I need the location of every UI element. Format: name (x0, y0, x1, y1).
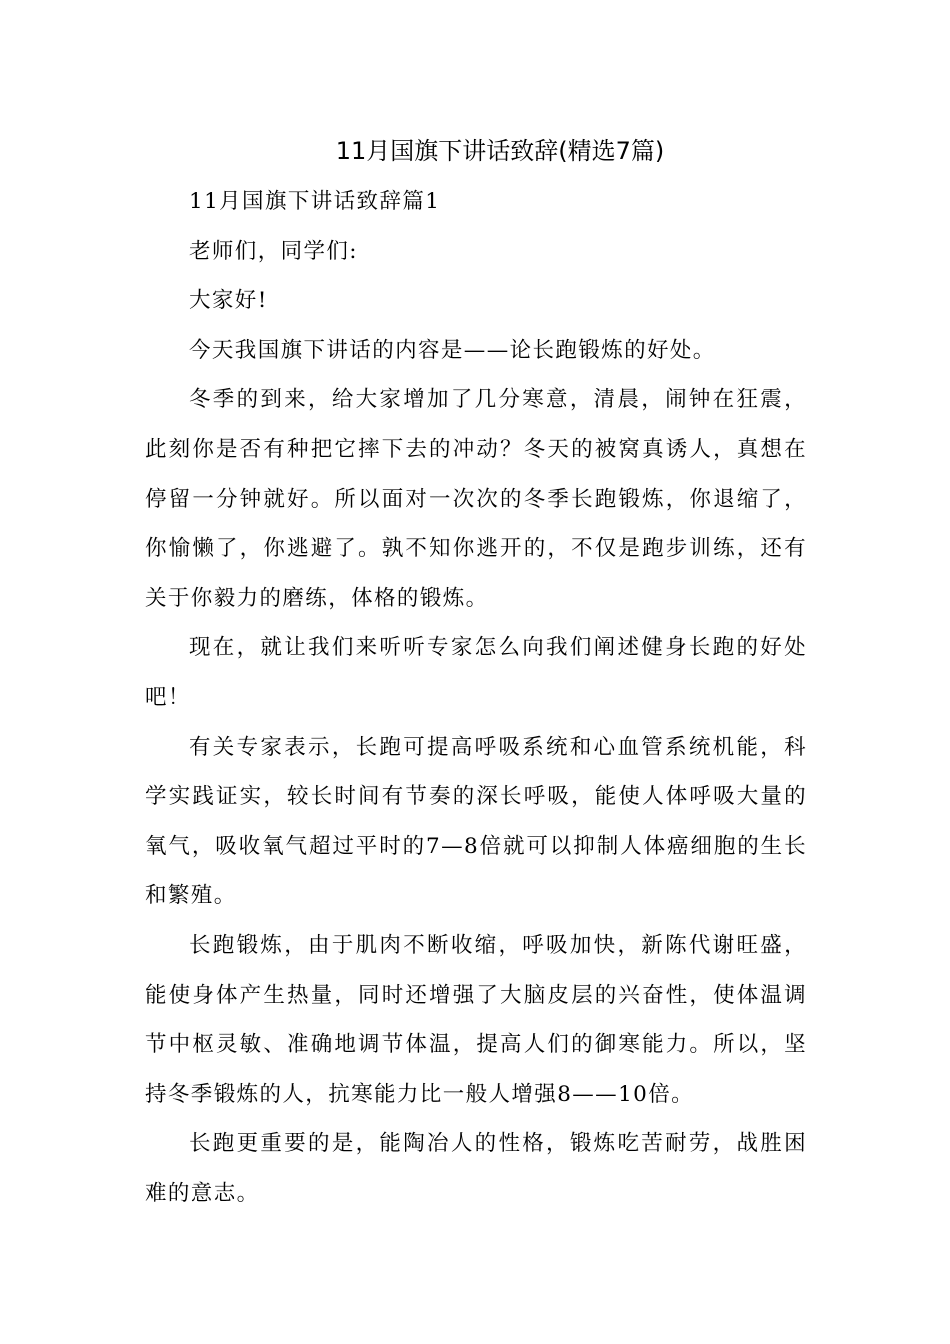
greeting: 大家好! (189, 288, 268, 314)
paragraph-cold-resistance: 长跑锻炼，由于肌肉不断收缩，呼吸加快，新陈代谢旺盛，能使身体产生热量，同时还增强了大脑皮层的兴奋性，使体温调节中枢灵敏、准确地调节体温，提高人们的御寒能力。所以，坚持冬季锻炼的人，抗寒能力比一般人增强8——10倍。 (145, 932, 807, 1107)
document-body (145, 177, 807, 1218)
paragraph-topic: 今天我国旗下讲话的内容是——论长跑锻炼的好处。 (189, 337, 716, 363)
paragraph-experts-intro: 现在，就让我们来听听专家怎么向我们阐述健身长跑的好处吧！ (145, 635, 807, 710)
paragraph-respiration: 有关专家表示，长跑可提高呼吸系统和心血管系统机能，科学实践证实，较长时间有节奏的深长呼吸，能使人体呼吸大量的氧气，吸收氧气超过平时的7—8倍就可以抑制人体癌细胞的生长和繁殖。 (145, 734, 807, 909)
section-heading: 11月国旗下讲话致辞篇1 (189, 189, 441, 214)
paragraph-character: 长跑更重要的是，能陶冶人的性格，锻炼吃苦耐劳，战胜困难的意志。 (145, 1131, 807, 1206)
paragraph-winter: 冬季的到来，给大家增加了几分寒意，清晨，闹钟在狂震，此刻你是否有种把它摔下去的冲动？冬天的被窝真诱人，真想在停留一分钟就好。所以面对一次次的冬季长跑锻炼，你退缩了，你愉懒了，你逃避了。孰不知你逃开的，不仅是跑步训练，还有关于你毅力的磨练，体格的锻炼。 (145, 387, 807, 611)
document-title: 11月国旗下讲话致辞(精选7篇) (335, 137, 665, 165)
salutation: 老师们，同学们: (189, 238, 358, 264)
